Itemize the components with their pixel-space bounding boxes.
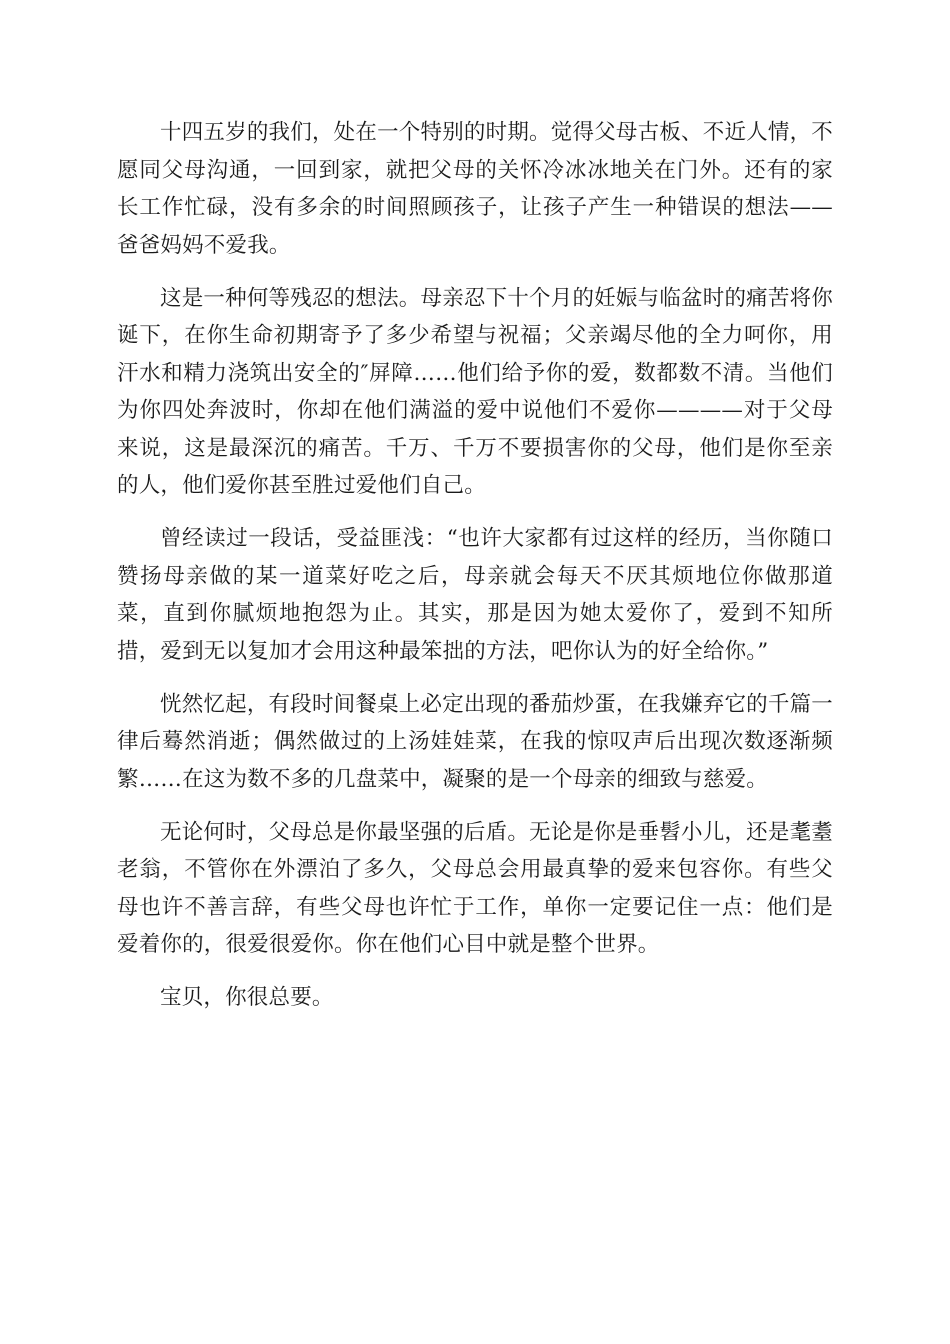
paragraph-4: 恍然忆起，有段时间餐桌上必定出现的番茄炒蛋，在我嫌弃它的千篇一律后蓦然消逝；偶然做过的上汤娃娃菜，在我的惊叹声后出现次数逐渐频繁……在这为数不多的几盘菜中，凝聚的是一个母亲的细致与慈爱。 bbox=[117, 691, 833, 792]
paragraph-1: 十四五岁的我们，处在一个特别的时期。觉得父母古板、不近人情，不愿同父母沟通，一回到家，就把父母的关怀冷冰冰地关在门外。还有的家长工作忙碌，没有多余的时间照顾孩子，让孩子产生一种错误的想法——爸爸妈妈不爱我。 bbox=[117, 120, 833, 258]
essay-body bbox=[117, 114, 833, 1032]
paragraph-3: 曾经读过一段话，受益匪浅：“也许大家都有过这样的经历，当你随口赞扬母亲做的某一道菜好吃之后，母亲就会每天不厌其烦地位你做那道菜，直到你腻烦地抱怨为止。其实，那是因为她太爱你了，爱到不知所措，爱到无以复加才会用这种最笨拙的方法，吧你认为的好全给你。” bbox=[117, 526, 833, 664]
paragraph-5: 无论何时，父母总是你最坚强的后盾。无论是你是垂髫小儿，还是耄耋老翁，不管你在外漂泊了多久，父母总会用最真挚的爱来包容你。有些父母也许不善言辞，有些父母也许忙于工作，单你一定要记住一点：他们是爱着你的，很爱很爱你。你在他们心目中就是整个世界。 bbox=[117, 819, 833, 957]
paragraph-6: 宝贝，你很总要。 bbox=[160, 985, 334, 1010]
paragraph-2: 这是一种何等残忍的想法。母亲忍下十个月的妊娠与临盆时的痛苦将你诞下，在你生命初期寄予了多少希望与祝福；父亲竭尽他的全力呵你，用汗水和精力浇筑出安全的″屏障……他们给予你的爱，数都数不清。当他们为你四处奔波时，你却在他们满溢的爱中说他们不爱你————对于父母来说，这是最深沉的痛苦。千万、千万不要损害你的父母，他们是你至亲的人，他们爱你甚至胜过爱他们自己。 bbox=[117, 285, 833, 498]
